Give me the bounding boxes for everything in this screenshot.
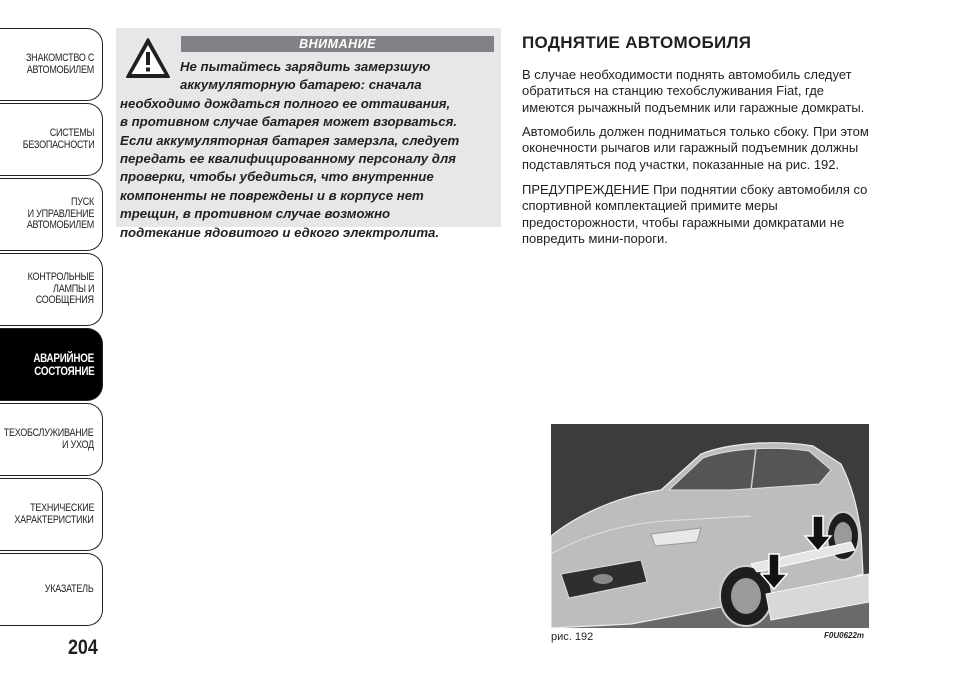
warning-line: компоненты не повреждены и в корпусе нет [120,187,424,203]
paragraph [522,67,917,116]
tab-index[interactable] [0,553,103,626]
warning-box [116,28,501,240]
paragraph-line: имеются рычажный подъемник или гаражные домкраты. [522,99,865,115]
warning-line: трещин, в противном случае возможно [120,206,391,222]
tab-label: АВТОМОБИЛЕМ [26,219,94,232]
tab-label: ТЕХНИЧЕСКИЕ [29,502,94,514]
chapter-tabs [0,28,103,628]
paragraph [522,124,917,173]
tab-label: БЕЗОПАСНОСТИ [22,138,94,151]
paragraph-line: повредить мини-пороги. [522,231,668,247]
tab-label: ЛАМПЫ И [52,282,94,295]
paragraph-line: В случае необходимости поднять автомобиль следует [522,67,852,82]
paragraph-line: оконечности рычагов или гаражный подъемник должны [522,140,859,156]
tab-label: ХАРАКТЕРИСТИКИ [14,513,94,526]
paragraph-line: предосторожности, чтобы гаражными домкратами не [522,214,845,230]
tab-label: ЗНАКОМСТВО С [25,52,94,64]
car-lift-figure [551,424,869,628]
tab-label: АВАРИЙНОЕ [33,350,94,365]
tab-emergency[interactable] [0,328,103,401]
section-title: ПОДНЯТИЕ АВТОМОБИЛЯ [522,33,752,52]
paragraph-line: подставляться под участки, показанные на рис. 192. [522,156,840,172]
paragraph [522,182,917,248]
tab-label: И УПРАВЛЕНИЕ [27,207,94,220]
paragraph-line: обратиться на станцию техобслуживания Fiat, где [522,83,825,99]
tab-label: СОСТОЯНИЕ [33,363,94,378]
tab-label: КОНТРОЛЬНЫЕ [27,271,94,284]
warning-line: проверки, чтобы убедиться, что внутренние [120,169,434,185]
tab-label: СООБЩЕНИЯ [35,294,94,307]
tab-technical-specs[interactable] [0,478,103,551]
tab-label: И УХОД [62,438,94,451]
tab-label: ТЕХОБСЛУЖИВАНИЕ [4,427,94,439]
tab-safety[interactable] [0,103,103,176]
warning-line: аккумуляторную батарею: сначала [180,77,422,93]
warning-line: необходимо дождаться полного ее оттаивания, [120,95,451,111]
warning-line: передать ее квалифицированному персоналу для [120,151,456,167]
page-number: 204 [68,636,98,659]
warning-line: в противном случае батарея может взорваться. [120,114,458,130]
warning-line: подтекание ядовитого и едкого электролита. [120,224,440,240]
tab-maintenance[interactable] [0,403,103,476]
warning-line: Не пытайтесь зарядить замерзшую [180,59,431,74]
tab-label: СИСТЕМЫ [49,127,94,139]
warning-header: ВНИМАНИЕ [181,36,494,52]
warning-line: Если аккумуляторная батарея замерзла, следует [120,132,460,148]
car-illustration [551,424,869,628]
warning-text [120,58,498,242]
figure-caption: рис. 192 [551,631,594,643]
figure-code: F0U0622m [824,631,865,640]
tab-starting-driving[interactable] [0,178,103,251]
tab-label: УКАЗАТЕЛЬ [45,582,94,595]
paragraph-line: Автомобиль должен подниматься только сбоку. При этом [522,124,869,139]
paragraph-line: ПРЕДУПРЕЖДЕНИЕ При поднятии сбоку автомобиля со [522,182,868,197]
tab-label: ПУСК [71,196,94,209]
tab-warning-lights[interactable] [0,253,103,326]
paragraph-line: спортивной комплектацией примите меры [522,198,778,214]
tab-label: АВТОМОБИЛЕМ [26,63,94,76]
tab-intro[interactable] [0,28,103,101]
